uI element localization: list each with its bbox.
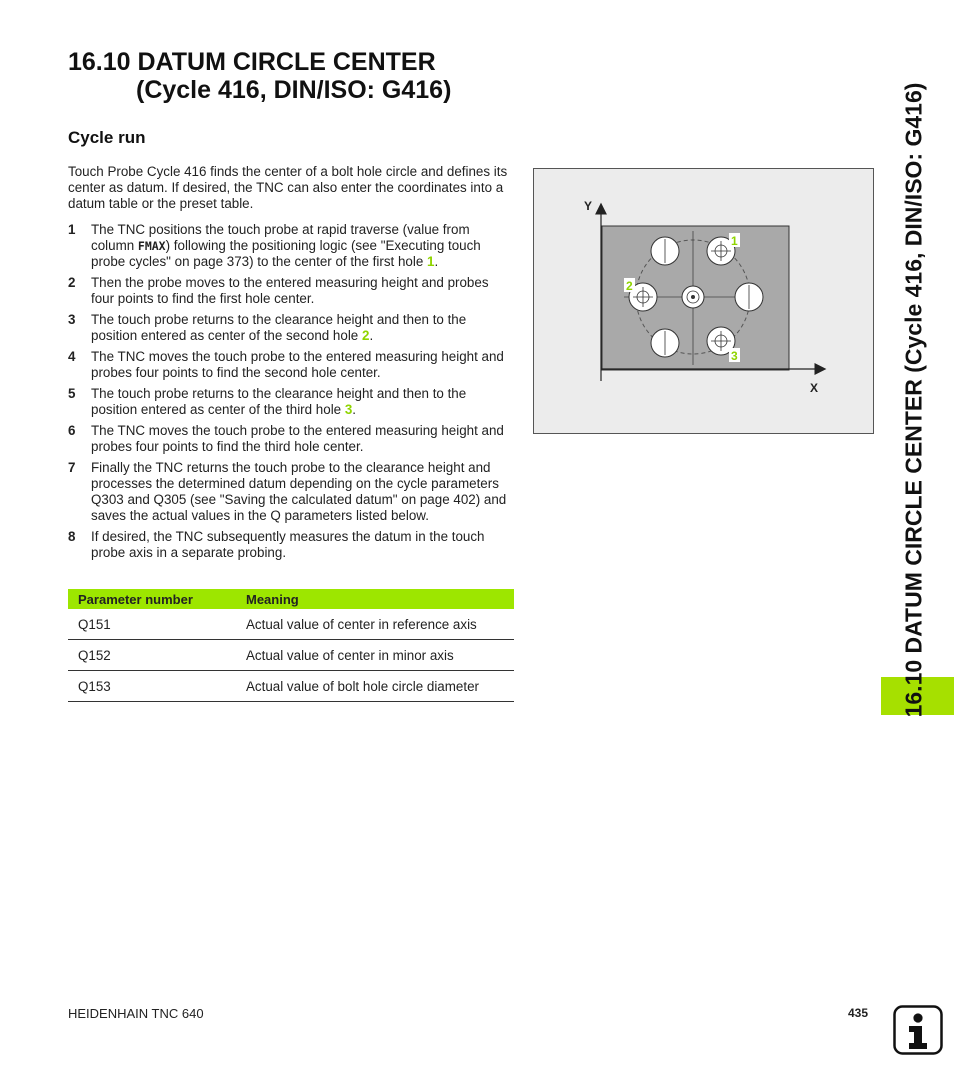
step-number: 2	[68, 275, 76, 291]
step-text	[91, 349, 514, 381]
step-text-part: .	[369, 328, 374, 344]
step-item	[68, 222, 514, 270]
step-text-part: The touch probe returns to the clearance height and then to the position entered as center of the third hole	[91, 385, 467, 417]
step-number: 6	[68, 422, 76, 438]
info-icon	[893, 1005, 943, 1055]
bolt-hole-circle-figure	[533, 168, 874, 434]
step-text-part: The TNC moves the touch probe to the entered measuring height and probes four points to find the third hole center.	[91, 422, 504, 454]
section-heading: Cycle run	[68, 128, 146, 147]
page-title-line1: 16.10 DATUM CIRCLE CENTER	[68, 48, 436, 76]
step-text-part: .	[352, 401, 357, 417]
step-number: 8	[68, 528, 76, 544]
column-header-parameter: Parameter number	[68, 589, 236, 609]
step-text-part: ) following the positioning logic (see "Executing touch probe cycles" on page 373) to the center of the first hole	[91, 238, 481, 270]
step-text-part: Finally the TNC returns the touch probe to the clearance height and processes the determined datum depending on the cycle parameters Q303 and Q305 (see "Saving the calculated datum" on page 402) and saves the actual values in the Q parameters listed below.	[91, 459, 507, 523]
step-item	[68, 386, 514, 418]
step-text	[91, 275, 514, 307]
step-number: 5	[68, 385, 76, 401]
step-item	[68, 529, 514, 561]
table-row	[68, 640, 514, 671]
hole-label-2	[624, 278, 635, 293]
step-number: 7	[68, 459, 76, 475]
y-axis-label: Y	[584, 199, 593, 213]
step-item	[68, 275, 514, 307]
side-title-text: 16.10 DATUM CIRCLE CENTER (Cycle 416, DIN/ISO: G416)	[900, 82, 927, 718]
step-text-part: The TNC positions the touch probe at rapid traverse (value from column	[91, 222, 470, 254]
page-number: 435	[848, 1006, 869, 1020]
table-cell-parameter: Q152	[68, 640, 236, 671]
column-header-meaning: Meaning	[236, 589, 514, 609]
step-item	[68, 423, 514, 455]
footer-product: HEIDENHAIN TNC 640	[68, 1006, 204, 1021]
parameters-table	[68, 589, 514, 702]
page-title	[68, 48, 451, 104]
step-text-part: .	[434, 254, 439, 270]
table-cell-meaning: Actual value of center in minor axis	[236, 640, 514, 671]
svg-text:3: 3	[731, 349, 738, 363]
step-item	[68, 460, 514, 524]
step-text-part: The TNC moves the touch probe to the entered measuring height and probes four points to find the second hole center.	[91, 349, 504, 381]
step-number: 1	[68, 222, 76, 238]
step-number: 4	[68, 349, 76, 364]
step-text-part: If desired, the TNC subsequently measures the datum in the touch probe axis in a separate probing.	[91, 528, 485, 560]
svg-text:2: 2	[626, 279, 633, 293]
step-number: 3	[68, 312, 76, 328]
hole-label-3	[729, 348, 740, 363]
hole-bottom-left	[651, 329, 679, 357]
table-row	[68, 671, 514, 702]
steps-list	[68, 222, 514, 561]
step-item	[68, 312, 514, 344]
intro-paragraph: Touch Probe Cycle 416 finds the center of a bolt hole circle and defines its center as datum. If desired, the TNC can also enter the coordinates into a datum table or the preset table.	[68, 164, 508, 212]
hole-top-left	[651, 237, 679, 265]
table-cell-parameter: Q151	[68, 609, 236, 640]
step-text	[91, 222, 514, 270]
step-text-part: Then the probe moves to the entered measuring height and probes four points to find the first hole center.	[91, 275, 489, 307]
step-text	[91, 423, 514, 455]
hole-reference: 1	[427, 254, 435, 270]
table-header-row	[68, 589, 514, 609]
step-text-part: The touch probe returns to the clearance height and then to the position entered as center of the second hole	[91, 312, 467, 344]
section-body	[68, 164, 514, 566]
x-axis-label: X	[810, 381, 819, 395]
step-text	[91, 529, 514, 561]
step-text	[91, 460, 514, 524]
table-row	[68, 609, 514, 640]
figure-drawing	[534, 169, 875, 435]
table-cell-parameter: Q153	[68, 671, 236, 702]
code-term: FMAX	[137, 239, 166, 254]
table-cell-meaning: Actual value of bolt hole circle diameter	[236, 671, 514, 702]
page-title-line2: (Cycle 416, DIN/ISO: G416)	[136, 76, 452, 104]
svg-text:1: 1	[731, 234, 738, 248]
step-item	[68, 349, 514, 381]
hole-label-1	[729, 233, 740, 248]
step-text	[91, 386, 514, 418]
table-cell-meaning: Actual value of center in reference axis	[236, 609, 514, 640]
hole-right	[735, 283, 763, 311]
center-datum	[682, 286, 704, 308]
hole-reference: 3	[344, 401, 353, 417]
hole-reference: 2	[361, 328, 370, 344]
step-text	[91, 312, 514, 344]
